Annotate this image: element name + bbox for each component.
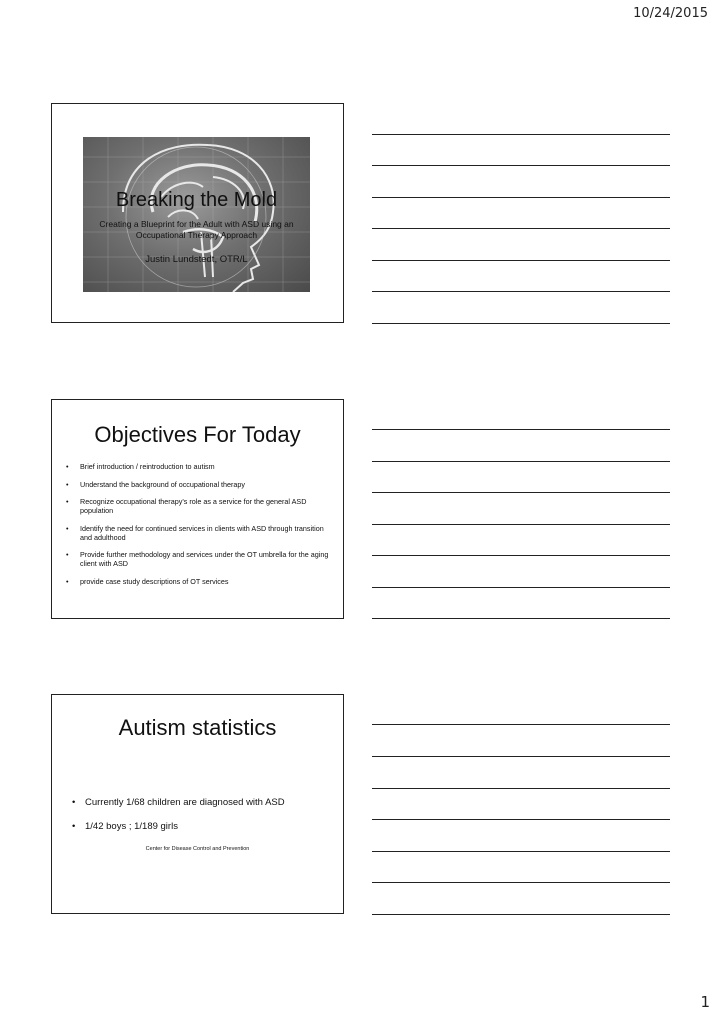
bullet-icon: •	[66, 497, 69, 506]
slide-thumbnail-1	[51, 103, 344, 323]
note-line	[372, 461, 670, 462]
list-item-text: Currently 1/68 children are diagnosed with ASD	[85, 797, 285, 808]
slide-thumbnail-3	[51, 694, 344, 914]
list-item	[66, 524, 329, 542]
note-line	[372, 291, 670, 292]
list-item-text: Identify the need for continued services in clients with ASD through transition and adulthood	[80, 523, 324, 542]
list-item	[72, 797, 329, 809]
bullet-icon: •	[72, 821, 76, 832]
note-line	[372, 882, 670, 883]
note-line	[372, 524, 670, 525]
bullet-icon: •	[66, 479, 69, 489]
list-item-text: Understand the background of occupational therapy	[80, 479, 246, 489]
bullet-icon: •	[66, 523, 69, 533]
note-line	[372, 555, 670, 556]
list-item-text: provide case study descriptions of OT services	[80, 576, 229, 586]
list-item	[66, 550, 329, 568]
note-line	[372, 587, 670, 588]
list-item	[72, 821, 329, 833]
note-line	[372, 851, 670, 852]
bullet-icon: •	[66, 462, 69, 471]
list-item	[66, 577, 329, 586]
list-item-text: Brief introduction / reintroduction to autism	[80, 462, 215, 471]
bullet-icon: •	[72, 797, 76, 808]
note-line	[372, 914, 670, 915]
list-item-text: 1/42 boys ; 1/189 girls	[85, 821, 178, 832]
list-item	[66, 462, 329, 471]
page-number: 1	[700, 993, 710, 1011]
note-line	[372, 165, 670, 166]
bullet-icon: •	[66, 576, 69, 586]
slide-subtitle: Creating a Blueprint for the Adult with ASD using an Occupational Therapy Approach	[99, 219, 294, 240]
bullet-icon: •	[66, 550, 69, 559]
header-date: 10/24/2015	[633, 6, 708, 21]
note-line	[372, 819, 670, 820]
slide-thumbnail-2	[51, 399, 344, 619]
note-line	[372, 492, 670, 493]
note-line	[372, 429, 670, 430]
slide-title: Objectives For Today	[94, 422, 301, 447]
note-line	[372, 756, 670, 757]
note-line	[372, 228, 670, 229]
note-line	[372, 260, 670, 261]
note-line	[372, 323, 670, 324]
note-line	[372, 724, 670, 725]
bullet-list	[72, 797, 329, 845]
slide-title: Breaking the Mold	[115, 189, 278, 211]
slide-author: Justin Lundstedt, OTR/L	[145, 254, 248, 265]
note-line	[372, 197, 670, 198]
slide-title: Autism statistics	[118, 715, 277, 740]
list-item	[66, 497, 329, 515]
list-item	[66, 480, 329, 489]
brain-blueprint-image	[83, 137, 310, 292]
note-line	[372, 134, 670, 135]
list-item-text: Provide further methodology and services under the OT umbrella for the aging client with ASD	[80, 550, 329, 568]
source-citation: Center for Disease Control and Prevention	[145, 846, 250, 852]
list-item-text: Recognize occupational therapy’s role as a service for the general ASD population	[80, 497, 307, 515]
note-line	[372, 788, 670, 789]
note-line	[372, 618, 670, 619]
brain-head-outline-icon	[83, 137, 310, 292]
bullet-list	[66, 462, 329, 594]
